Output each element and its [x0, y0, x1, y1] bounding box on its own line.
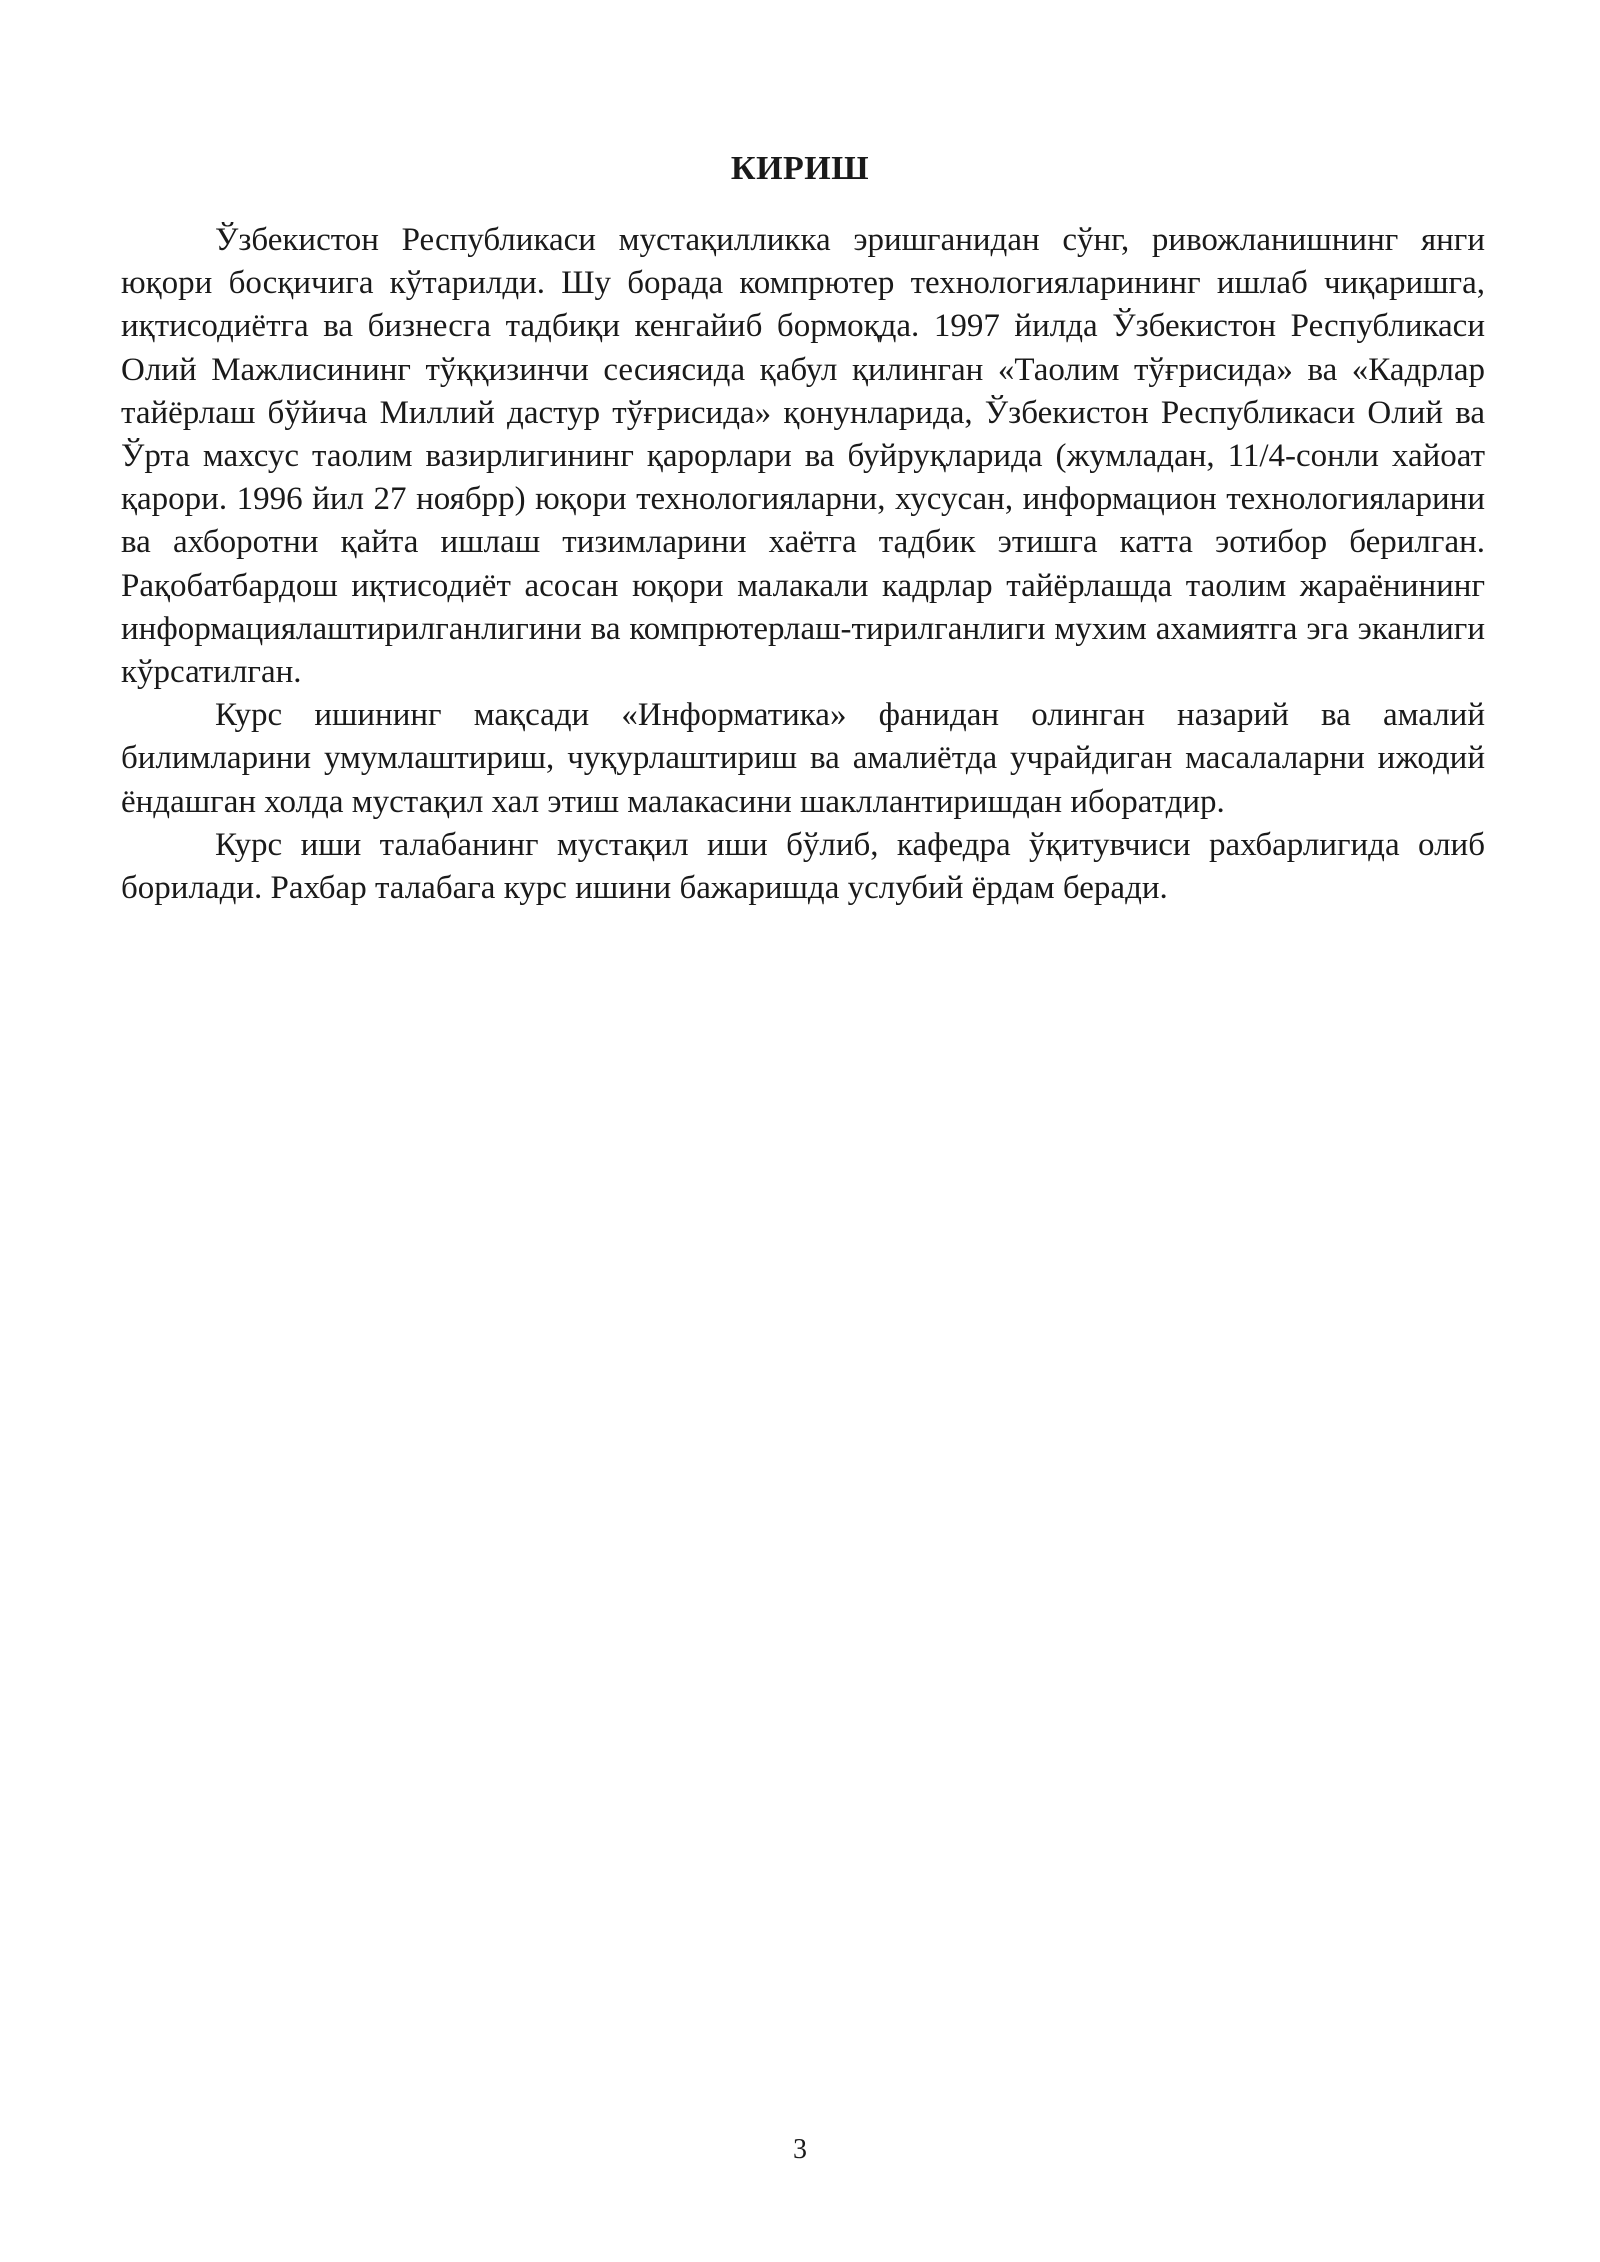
body-text [121, 219, 1485, 910]
section-heading: КИРИШ [730, 150, 870, 187]
page-number: 3 [793, 2134, 807, 2165]
paragraph-supervision: Курс иши талабанинг мустақил иши бўлиб, кафедра ўқитувчиси рахбарлигида олиб борилади. Рахбар талабага курс ишини бажаришда услубий ёрдам беради. [121, 826, 1485, 907]
paragraph-goal: Курс ишининг мақсади «Информатика» фанидан олинган назарий ва амалий билимларини умумлаштириш, чуқурлаштириш ва амалиётда учрайдиган масалаларни ижодий ёндашган холда мустақил хал этиш малакасини шакллантиришдан иборатдир. [121, 697, 1485, 820]
paragraph-intro: Ўзбекистон Республикаси мустақилликка эришганидан сўнг, ривожланишнинг янги юқори босқичига кўтарилди. Шу борада компрютер технологияларининг ишлаб чиқаришга, иқтисодиётга ва бизнесга тадбиқи кенгайиб бормоқда. 1997 йилда Ўзбекистон Республикаси Олий Мажлисининг тўққизинчи сесиясида қабул қилинган «Таолим тўғрисида» ва «Кадрлар тайёрлаш бўйича Миллий дастур тўғрисида» қонунларида, Ўзбекистон Республикаси Олий ва Ўрта махсус таолим вазирлигининг қарорлари ва буйруқларида (жумладан, 11/4-сонли хайоат қарори. 1996 йил 27 ноябрр) юқори технологияларни, хусусан, информацион технологияларини ва ахборотни қайта ишлаш тизимларини хаётга тадбик этишга катта эотибор берилган. Рақобатбардош иқтисодиёт асосан юқори малакали кадрлар тайёрлашда таолим жараёнининг информациялаштирилганлигини ва компрютерлаш-тирилганлиги мухим ахамиятга эга эканлиги кўрсатилган. [121, 222, 1485, 691]
